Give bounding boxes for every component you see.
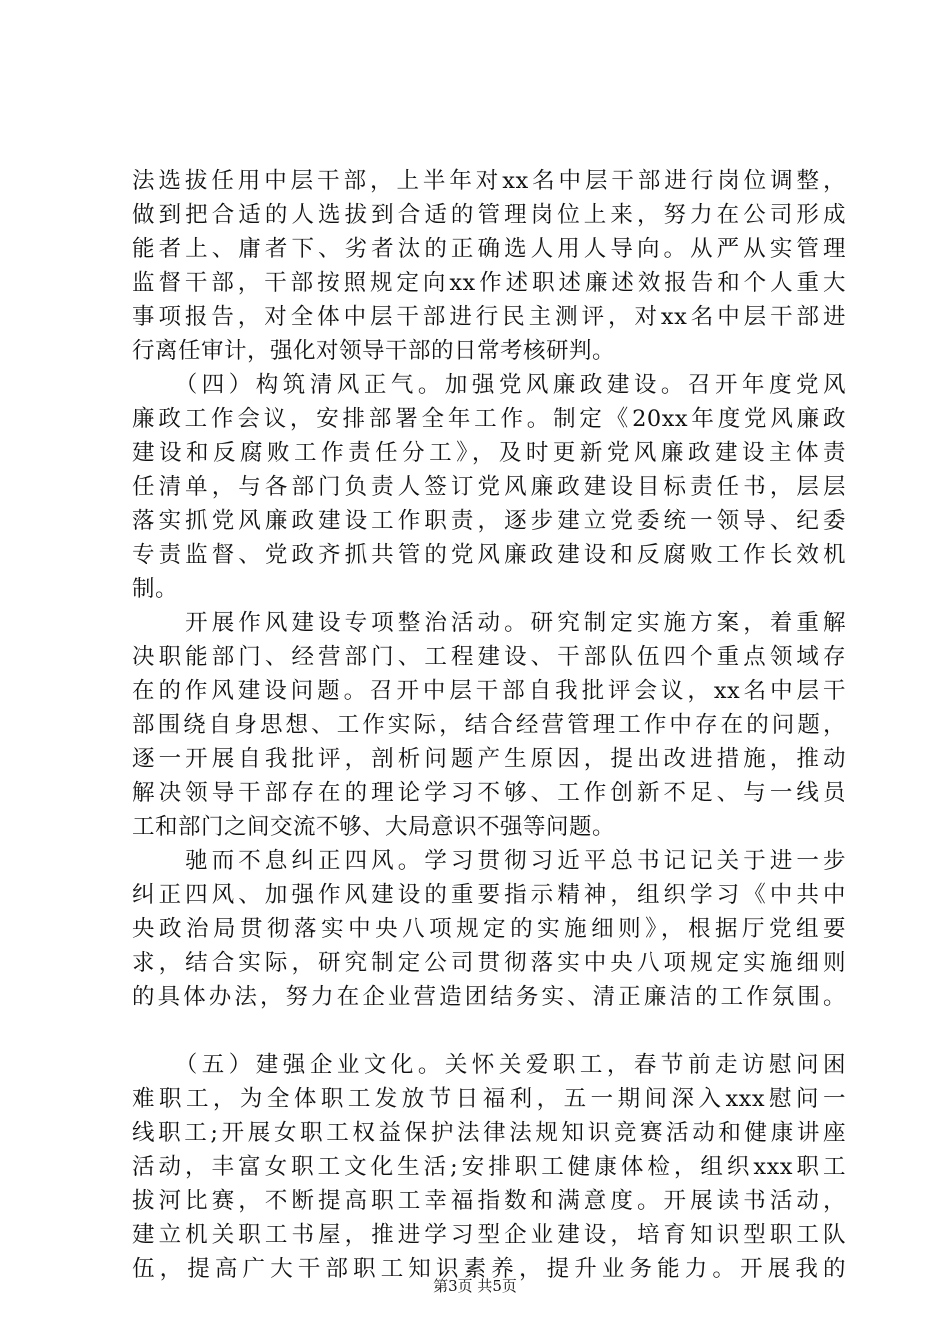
text-line: 事项报告，对全体中层干部进行民主测评，对xx名中层干部进 (132, 304, 846, 330)
text-line: 部围绕自身思想、工作实际，结合经营管理工作中存在的问题， (132, 712, 846, 738)
text-line: 专责监督、党政齐抓共管的党风廉政建设和反腐败工作长效机 (132, 542, 846, 568)
text-line: 拔河比赛，不断提高职工幸福指数和满意度。开展读书活动， (132, 1188, 846, 1214)
text-line: 纠正四风、加强作风建设的重要指示精神，组织学习《中共中 (132, 882, 846, 908)
text-line: 开展作风建设专项整治活动。研究制定实施方案，着重解 (132, 610, 846, 636)
text-line: 求，结合实际，研究制定公司贯彻落实中央八项规定实施细则 (132, 950, 846, 976)
document-body (132, 164, 846, 1286)
text-line: 落实抓党风廉政建设工作职责，逐步建立党委统一领导、纪委 (132, 508, 846, 534)
text-line: （五）建强企业文化。关怀关爱职工，春节前走访慰问困 (132, 1052, 846, 1078)
text-line: 廉政工作会议，安排部署全年工作。制定《20xx年度党风廉政 (132, 406, 846, 432)
text-line: 解决领导干部存在的理论学习不够、工作创新不足、与一线员 (132, 780, 846, 806)
text-line: （四）构筑清风正气。加强党风廉政建设。召开年度党风 (132, 372, 846, 398)
text-line: 能者上、庸者下、劣者汰的正确选人用人导向。从严从实管理 (132, 236, 846, 262)
text-line: 伍，提高广大干部职工知识素养，提升业务能力。开展我的 (132, 1256, 846, 1282)
text-line: 行离任审计，强化对领导干部的日常考核研判。 (132, 338, 616, 364)
text-line: 做到把合适的人选拔到合适的管理岗位上来，努力在公司形成 (132, 202, 846, 228)
text-line: 制。 (132, 576, 179, 602)
text-line: 任清单，与各部门负责人签订党风廉政建设目标责任书，层层 (132, 474, 846, 500)
paragraph-gap (132, 1014, 846, 1048)
text-line: 的具体办法，努力在企业营造团结务实、清正廉洁的工作氛围。 (132, 984, 846, 1010)
text-line: 建设和反腐败工作责任分工》，及时更新党风廉政建设主体责 (132, 440, 846, 466)
page-number-footer: 第3页 共5页 (433, 1277, 517, 1295)
text-line: 决职能部门、经营部门、工程建设、干部队伍四个重点领域存 (132, 644, 846, 670)
text-line: 逐一开展自我批评，剖析问题产生原因，提出改进措施，推动 (132, 746, 846, 772)
text-line: 工和部门之间交流不够、大局意识不强等问题。 (132, 814, 616, 840)
text-line: 驰而不息纠正四风。学习贯彻习近平总书记记关于进一步 (132, 848, 846, 874)
text-line: 监督干部，干部按照规定向xx作述职述廉述效报告和个人重大 (132, 270, 846, 296)
text-line: 线职工;开展女职工权益保护法律法规知识竞赛活动和健康讲座 (132, 1120, 846, 1146)
text-line: 法选拔任用中层干部，上半年对xx名中层干部进行岗位调整， (132, 168, 846, 194)
text-line: 央政治局贯彻落实中央八项规定的实施细则》，根据厅党组要 (132, 916, 846, 942)
text-line: 难职工，为全体职工发放节日福利，五一期间深入xxx慰问一 (132, 1086, 846, 1112)
text-line: 建立机关职工书屋，推进学习型企业建设，培育知识型职工队 (132, 1222, 846, 1248)
text-line: 活动，丰富女职工文化生活;安排职工健康体检，组织xxx职工 (132, 1154, 846, 1180)
text-line: 在的作风建设问题。召开中层干部自我批评会议，xx名中层干 (132, 678, 846, 704)
